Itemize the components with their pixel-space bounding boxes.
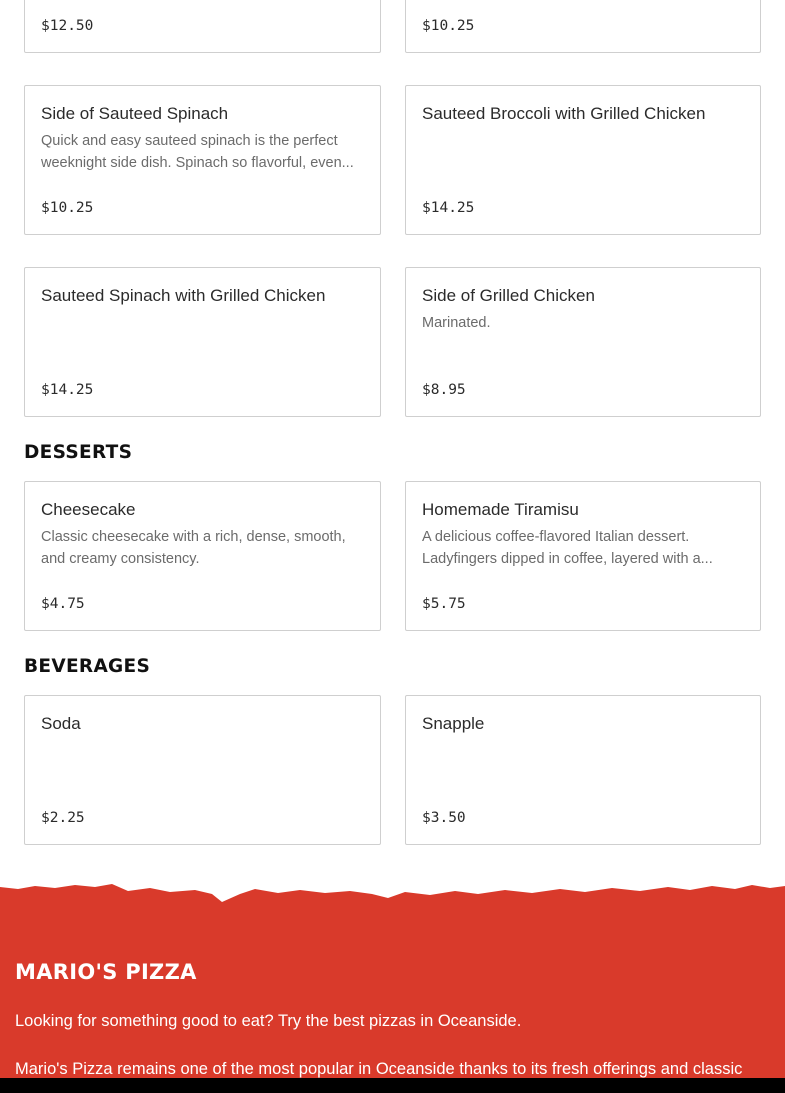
menu-item-card[interactable]	[24, 0, 381, 53]
menu-item-card[interactable]	[405, 0, 761, 53]
menu-item-name: Sauteed Spinach with Grilled Chicken	[41, 286, 326, 305]
menu-item-price: $3.50	[422, 810, 466, 826]
menu-item-description: Quick and easy sauteed spinach is the perfect weeknight side dish. Spinach so flavorful, even...	[41, 133, 354, 171]
menu-item-card[interactable]	[405, 695, 761, 845]
menu-row	[24, 267, 761, 417]
site-footer	[0, 880, 785, 1093]
menu-item-card[interactable]	[24, 695, 381, 845]
menu-list	[24, 0, 761, 845]
menu-item-card[interactable]	[24, 267, 381, 417]
menu-item-name: Homemade Tiramisu	[422, 500, 579, 519]
menu-item-card[interactable]	[405, 267, 761, 417]
menu-item-name: Side of Grilled Chicken	[422, 286, 595, 305]
menu-row	[24, 0, 761, 53]
menu-item-price: $10.25	[41, 200, 94, 216]
menu-item-card[interactable]	[405, 481, 761, 631]
row-spacer	[24, 235, 761, 267]
menu-item-card[interactable]	[405, 85, 761, 235]
menu-item-card[interactable]	[24, 481, 381, 631]
menu-item-price: $10.25	[422, 18, 475, 34]
menu-item-price: $5.75	[422, 596, 466, 612]
menu-item-name: Cheesecake	[41, 500, 136, 519]
menu-item-price: $8.95	[422, 382, 466, 398]
menu-item-description: A delicious coffee-flavored Italian dessert. Ladyfingers dipped in coffee, layered with a...	[422, 529, 713, 567]
menu-item-card[interactable]	[24, 85, 381, 235]
menu-item-price: $14.25	[41, 382, 94, 398]
menu-row	[24, 695, 761, 845]
section-title-beverages: BEVERAGES	[24, 656, 151, 677]
menu-item-name: Soda	[41, 714, 81, 733]
menu-row	[24, 85, 761, 235]
menu-row	[24, 481, 761, 631]
menu-item-name: Side of Sauteed Spinach	[41, 104, 229, 123]
menu-item-name: Snapple	[422, 714, 485, 733]
menu-item-name: Sauteed Broccoli with Grilled Chicken	[422, 104, 706, 123]
row-spacer	[24, 53, 761, 85]
menu-item-price: $2.25	[41, 810, 85, 826]
bottom-bar	[0, 1078, 785, 1093]
menu-sections	[24, 0, 761, 845]
menu-item-description: Classic cheesecake with a rich, dense, smooth, and creamy consistency.	[41, 529, 346, 567]
torn-edge-decoration	[0, 880, 785, 910]
menu-item-price: $12.50	[41, 18, 94, 34]
footer-brand: MARIO'S PIZZA	[15, 960, 197, 984]
menu-item-price: $14.25	[422, 200, 475, 216]
footer-tagline: Looking for something good to eat? Try the best pizzas in Oceanside.	[15, 1012, 522, 1030]
footer-description: Mario's Pizza remains one of the most popular in Oceanside thanks to its fresh offerings and classic	[15, 1060, 743, 1078]
menu-item-price: $4.75	[41, 596, 85, 612]
section-title-desserts: DESSERTS	[24, 442, 133, 463]
menu-item-description: Marinated.	[422, 315, 491, 331]
